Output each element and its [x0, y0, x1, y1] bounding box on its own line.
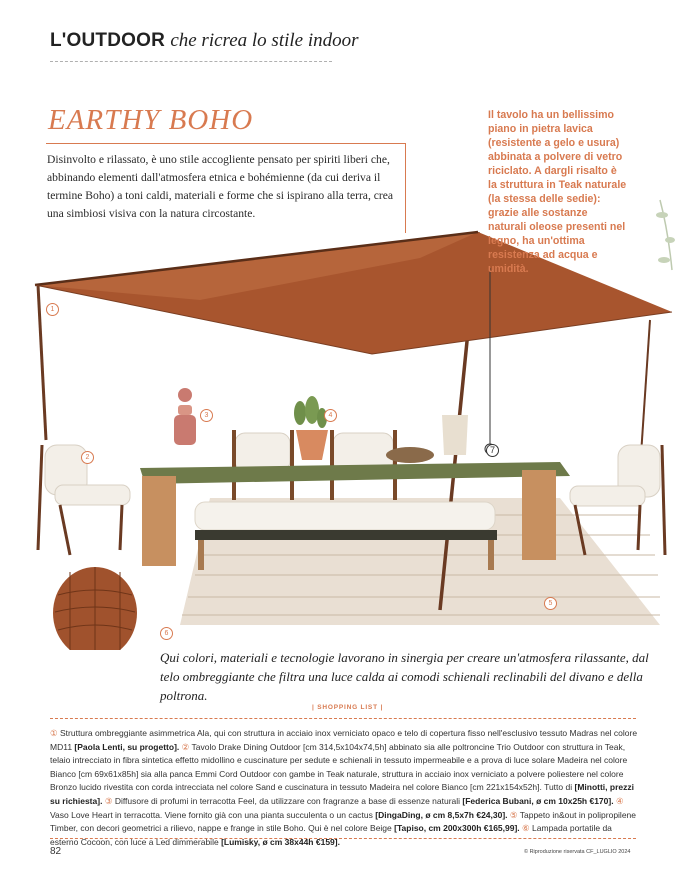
marker-6: 6 — [160, 627, 173, 640]
shopping-item-number: ① — [50, 728, 58, 738]
page-number: 82 — [50, 846, 62, 857]
marker-4: 4 — [324, 409, 337, 422]
shopping-item-number: ③ — [104, 795, 113, 806]
shopping-list-label: | SHOPPING LIST | — [312, 704, 384, 711]
shopping-item-number: ④ — [615, 795, 624, 806]
shopping-item-text: Lampada portatile da esterno Cocoon, con luce a Led dimmerabile — [50, 823, 612, 847]
shopping-item-number: ② — [181, 741, 190, 752]
article-title: EARTHY BOHO — [48, 104, 254, 136]
marker-7: 7 — [486, 444, 499, 457]
marker-3: 3 — [200, 409, 213, 422]
shopping-item-number: ⑤ — [509, 809, 518, 820]
canopy-pole-left — [38, 285, 46, 440]
shopping-item-text: Tappeto in&out in polipropilene Timber, con decori geometrici a rilievo, nappe e frange in stile Boho. Qui è nel colore Beige — [50, 809, 637, 834]
table-vase — [442, 415, 468, 455]
shopping-item-brand: [Minotti, prezzi su richiesta]. — [50, 782, 634, 806]
marker-5: 5 — [544, 597, 557, 610]
shopping-list — [50, 727, 640, 849]
side-note: Il tavolo ha un bellissimo piano in pietra lavica (resistente a gelo e usura) abbinata a polvere di vetro riciclato. A dargli risalto è la struttura in Teak naturale (la stessa delle sedie): grazie alle sostanze naturali oleose presenti nel legno, ha un'ottima resistenza ad acqua e umidità. — [488, 109, 627, 275]
section-header-bold: L'OUTDOOR — [50, 30, 166, 51]
shopping-item-brand: [Tapiso, cm 200x300h €165,99]. — [394, 823, 520, 834]
header-divider — [50, 61, 332, 62]
shopping-item-brand: [Paola Lenti, su progetto]. — [74, 741, 180, 752]
shopping-item-brand: [DingaDing, ø cm 8,5x7h €24,30]. — [375, 809, 508, 820]
shopping-item-number: ⑥ — [522, 823, 530, 834]
table-basket — [386, 447, 434, 463]
shopping-list-top-rule — [50, 718, 636, 719]
table-leg-right — [522, 470, 556, 560]
title-underline — [46, 143, 406, 144]
shopping-item-brand: [Federica Bubani, ø cm 10x25h €170]. — [462, 795, 614, 806]
table-leg-left — [142, 476, 176, 566]
image-caption: Qui colori, materiali e tecnologie lavorano in sinergia per creare un'atmosfera rilassante, dal telo ombreggiante che filtra una luce calda ai comodi schienali reclinabili del divano e della poltrona. — [160, 650, 649, 703]
shopping-list-label-text: SHOPPING LIST — [317, 704, 378, 711]
section-header-italic: che ricrea lo stile indoor — [170, 30, 359, 51]
shopping-item-text: Vaso Love Heart in terracotta. Viene fornito già con una pianta succulenta o un cactus — [50, 809, 373, 820]
shopping-item-text: Struttura ombreggiante asimmetrica Ala, qui con struttura in acciaio inox verniciato opaco e telo di copertura fisso nell'esclusivo tessuto Madras nel colore MD11 — [50, 728, 638, 752]
intro-paragraph: Disinvolto e rilassato, è uno stile accogliente pensato per spiriti liberi che, abbinando elementi dall'atmosfera etnica e bohémienne (da cui deriva il termine Boho) a toni caldi, materiali e forme che si ispirano alla terra, crea una simbiosi visiva con la natura circostante. — [47, 153, 394, 220]
cactus-pot — [294, 396, 328, 460]
shopping-item-text: Diffusore di profumi in terracotta Feel, da utilizzare con fragranze a base di essenze naturali — [114, 795, 461, 806]
section-header — [50, 30, 359, 52]
shopping-list-bottom-rule — [50, 838, 636, 839]
plant-branch-decor — [656, 200, 675, 270]
cocoon-lantern — [53, 567, 137, 650]
copyright-notice: © Riproduzione riservata CF_LUGLIO 2024 — [524, 849, 631, 855]
table-top — [140, 462, 570, 484]
shopping-item-brand: [Lumisky, ø cm 38x44h €159]. — [221, 836, 340, 847]
chair-back-left — [232, 430, 294, 500]
marker-2: 2 — [81, 451, 94, 464]
marker-1: 1 — [46, 303, 59, 316]
shopping-item-text: Tavolo Drake Dining Outdoor [cm 314,5x104x74,5h] abbinato sia alle poltroncine Trio Outdoor con struttura in Teak, telaio intrecciato in fibra sintetica effetto midollino e cuscinature per sedute e schienali in tessuto impermeabile e a prova di luce solare Madeira nel colore Bianco [cm 69x61x85h] sia alla panca Emmi Cord Outdoor con gambe in Teak naturale, struttura in acciaio inox verniciato a polvere poliestere nel colore Bronzo lucido rivestita con corda intrecciata nel colore Sand e cuscinatura in tessuto Madeira nel colore Bianco [cm 221x154x52h]. Tutto di — [50, 741, 628, 793]
fragrance-diffuser — [174, 388, 196, 445]
shopping-item-3 — [105, 796, 614, 806]
